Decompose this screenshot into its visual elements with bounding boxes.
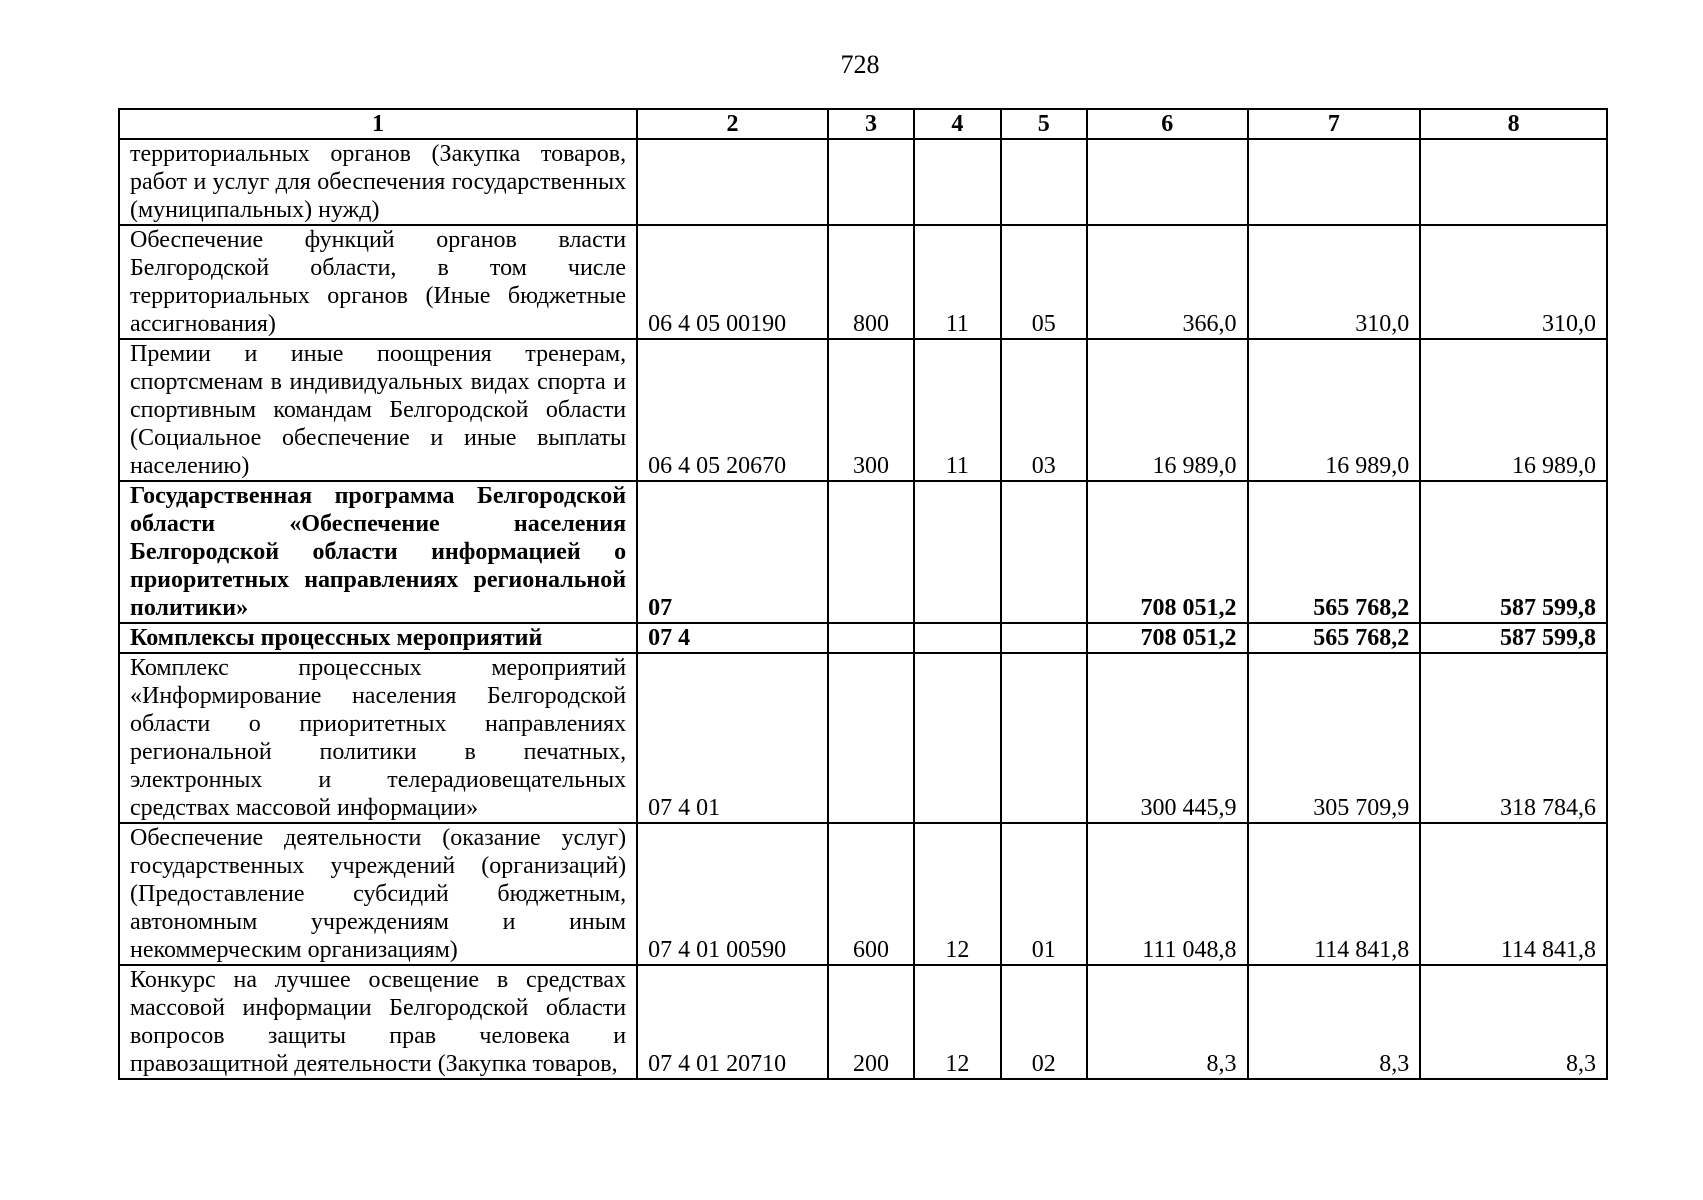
table-row-subtotal: [119, 623, 1607, 653]
table-row-program: [119, 481, 1607, 623]
row-description: Обеспечение деятельности (оказание услуг) государственных учреждений (организаций) (Предоставление субсидий бюджетным, автономным учреждениям и иным некоммерческим организациям): [119, 823, 637, 965]
row-description: Государственная программа Белгородской области «Обеспечение населения Белгородской области информацией о приоритетных направлениях региональной политики»: [119, 481, 637, 623]
row-col-6: 708 051,2: [1087, 623, 1248, 653]
budget-table: [118, 108, 1608, 1080]
row-col-4: [914, 653, 1000, 823]
row-col-8: 587 599,8: [1420, 623, 1607, 653]
table-row: [119, 823, 1607, 965]
header-col-5: 5: [1001, 109, 1087, 139]
header-col-2: 2: [637, 109, 828, 139]
row-col-8: 587 599,8: [1420, 481, 1607, 623]
row-col-4: 11: [914, 225, 1000, 339]
row-col-6: 366,0: [1087, 225, 1248, 339]
row-col-5: 05: [1001, 225, 1087, 339]
row-col-6: 300 445,9: [1087, 653, 1248, 823]
header-row: [119, 109, 1607, 139]
header-col-1: 1: [119, 109, 637, 139]
row-code: 07 4 01 20710: [637, 965, 828, 1079]
row-col-3: 800: [828, 225, 914, 339]
table-row: [119, 225, 1607, 339]
row-col-3: 200: [828, 965, 914, 1079]
row-col-7: 305 709,9: [1248, 653, 1421, 823]
row-col-6: [1087, 139, 1248, 225]
row-col-8: 114 841,8: [1420, 823, 1607, 965]
row-col-7: [1248, 139, 1421, 225]
row-col-6: 16 989,0: [1087, 339, 1248, 481]
row-col-5: [1001, 139, 1087, 225]
row-col-6: 111 048,8: [1087, 823, 1248, 965]
row-col-4: 12: [914, 965, 1000, 1079]
row-col-6: 708 051,2: [1087, 481, 1248, 623]
header-col-6: 6: [1087, 109, 1248, 139]
row-col-8: 8,3: [1420, 965, 1607, 1079]
row-col-5: [1001, 481, 1087, 623]
row-col-3: [828, 139, 914, 225]
row-col-8: 310,0: [1420, 225, 1607, 339]
row-description: Комплексы процессных мероприятий: [119, 623, 637, 653]
row-col-4: 12: [914, 823, 1000, 965]
header-col-3: 3: [828, 109, 914, 139]
header-col-4: 4: [914, 109, 1000, 139]
row-description: Обеспечение функций органов власти Белгородской области, в том числе территориальных органов (Иные бюджетные ассигнования): [119, 225, 637, 339]
row-col-5: 02: [1001, 965, 1087, 1079]
page-number: 728: [840, 50, 880, 79]
row-col-3: 300: [828, 339, 914, 481]
row-description: Комплекс процессных мероприятий «Информирование населения Белгородской области о приоритетных направлениях региональной политики в печатных, электронных и телерадиовещательных средствах массовой информации»: [119, 653, 637, 823]
row-col-8: 16 989,0: [1420, 339, 1607, 481]
table-row: [119, 339, 1607, 481]
row-col-7: 565 768,2: [1248, 481, 1421, 623]
row-description: Премии и иные поощрения тренерам, спортсменам в индивидуальных видах спорта и спортивным командам Белгородской области (Социальное обеспечение и иные выплаты населению): [119, 339, 637, 481]
table-row: [119, 139, 1607, 225]
row-code: 06 4 05 00190: [637, 225, 828, 339]
row-col-7: 565 768,2: [1248, 623, 1421, 653]
row-code: 07 4 01 00590: [637, 823, 828, 965]
row-code: 06 4 05 20670: [637, 339, 828, 481]
table-row: [119, 653, 1607, 823]
row-col-5: [1001, 623, 1087, 653]
row-description: территориальных органов (Закупка товаров, работ и услуг для обеспечения государственных (муниципальных) нужд): [119, 139, 637, 225]
row-col-5: 03: [1001, 339, 1087, 481]
header-col-8: 8: [1420, 109, 1607, 139]
row-code: 07 4: [637, 623, 828, 653]
row-col-3: [828, 481, 914, 623]
row-col-7: 8,3: [1248, 965, 1421, 1079]
row-col-4: 11: [914, 339, 1000, 481]
row-col-4: [914, 481, 1000, 623]
row-col-3: 600: [828, 823, 914, 965]
row-code: 07: [637, 481, 828, 623]
row-col-3: [828, 653, 914, 823]
row-col-3: [828, 623, 914, 653]
row-col-8: [1420, 139, 1607, 225]
row-col-7: 114 841,8: [1248, 823, 1421, 965]
row-col-6: 8,3: [1087, 965, 1248, 1079]
header-col-7: 7: [1248, 109, 1421, 139]
row-description: Конкурс на лучшее освещение в средствах массовой информации Белгородской области вопросов защиты прав человека и правозащитной деятельности (Закупка товаров,: [119, 965, 637, 1079]
table-row: [119, 965, 1607, 1079]
row-col-4: [914, 139, 1000, 225]
row-col-8: 318 784,6: [1420, 653, 1607, 823]
row-col-7: 310,0: [1248, 225, 1421, 339]
row-col-5: [1001, 653, 1087, 823]
row-col-7: 16 989,0: [1248, 339, 1421, 481]
row-col-4: [914, 623, 1000, 653]
row-code: [637, 139, 828, 225]
row-code: 07 4 01: [637, 653, 828, 823]
row-col-5: 01: [1001, 823, 1087, 965]
